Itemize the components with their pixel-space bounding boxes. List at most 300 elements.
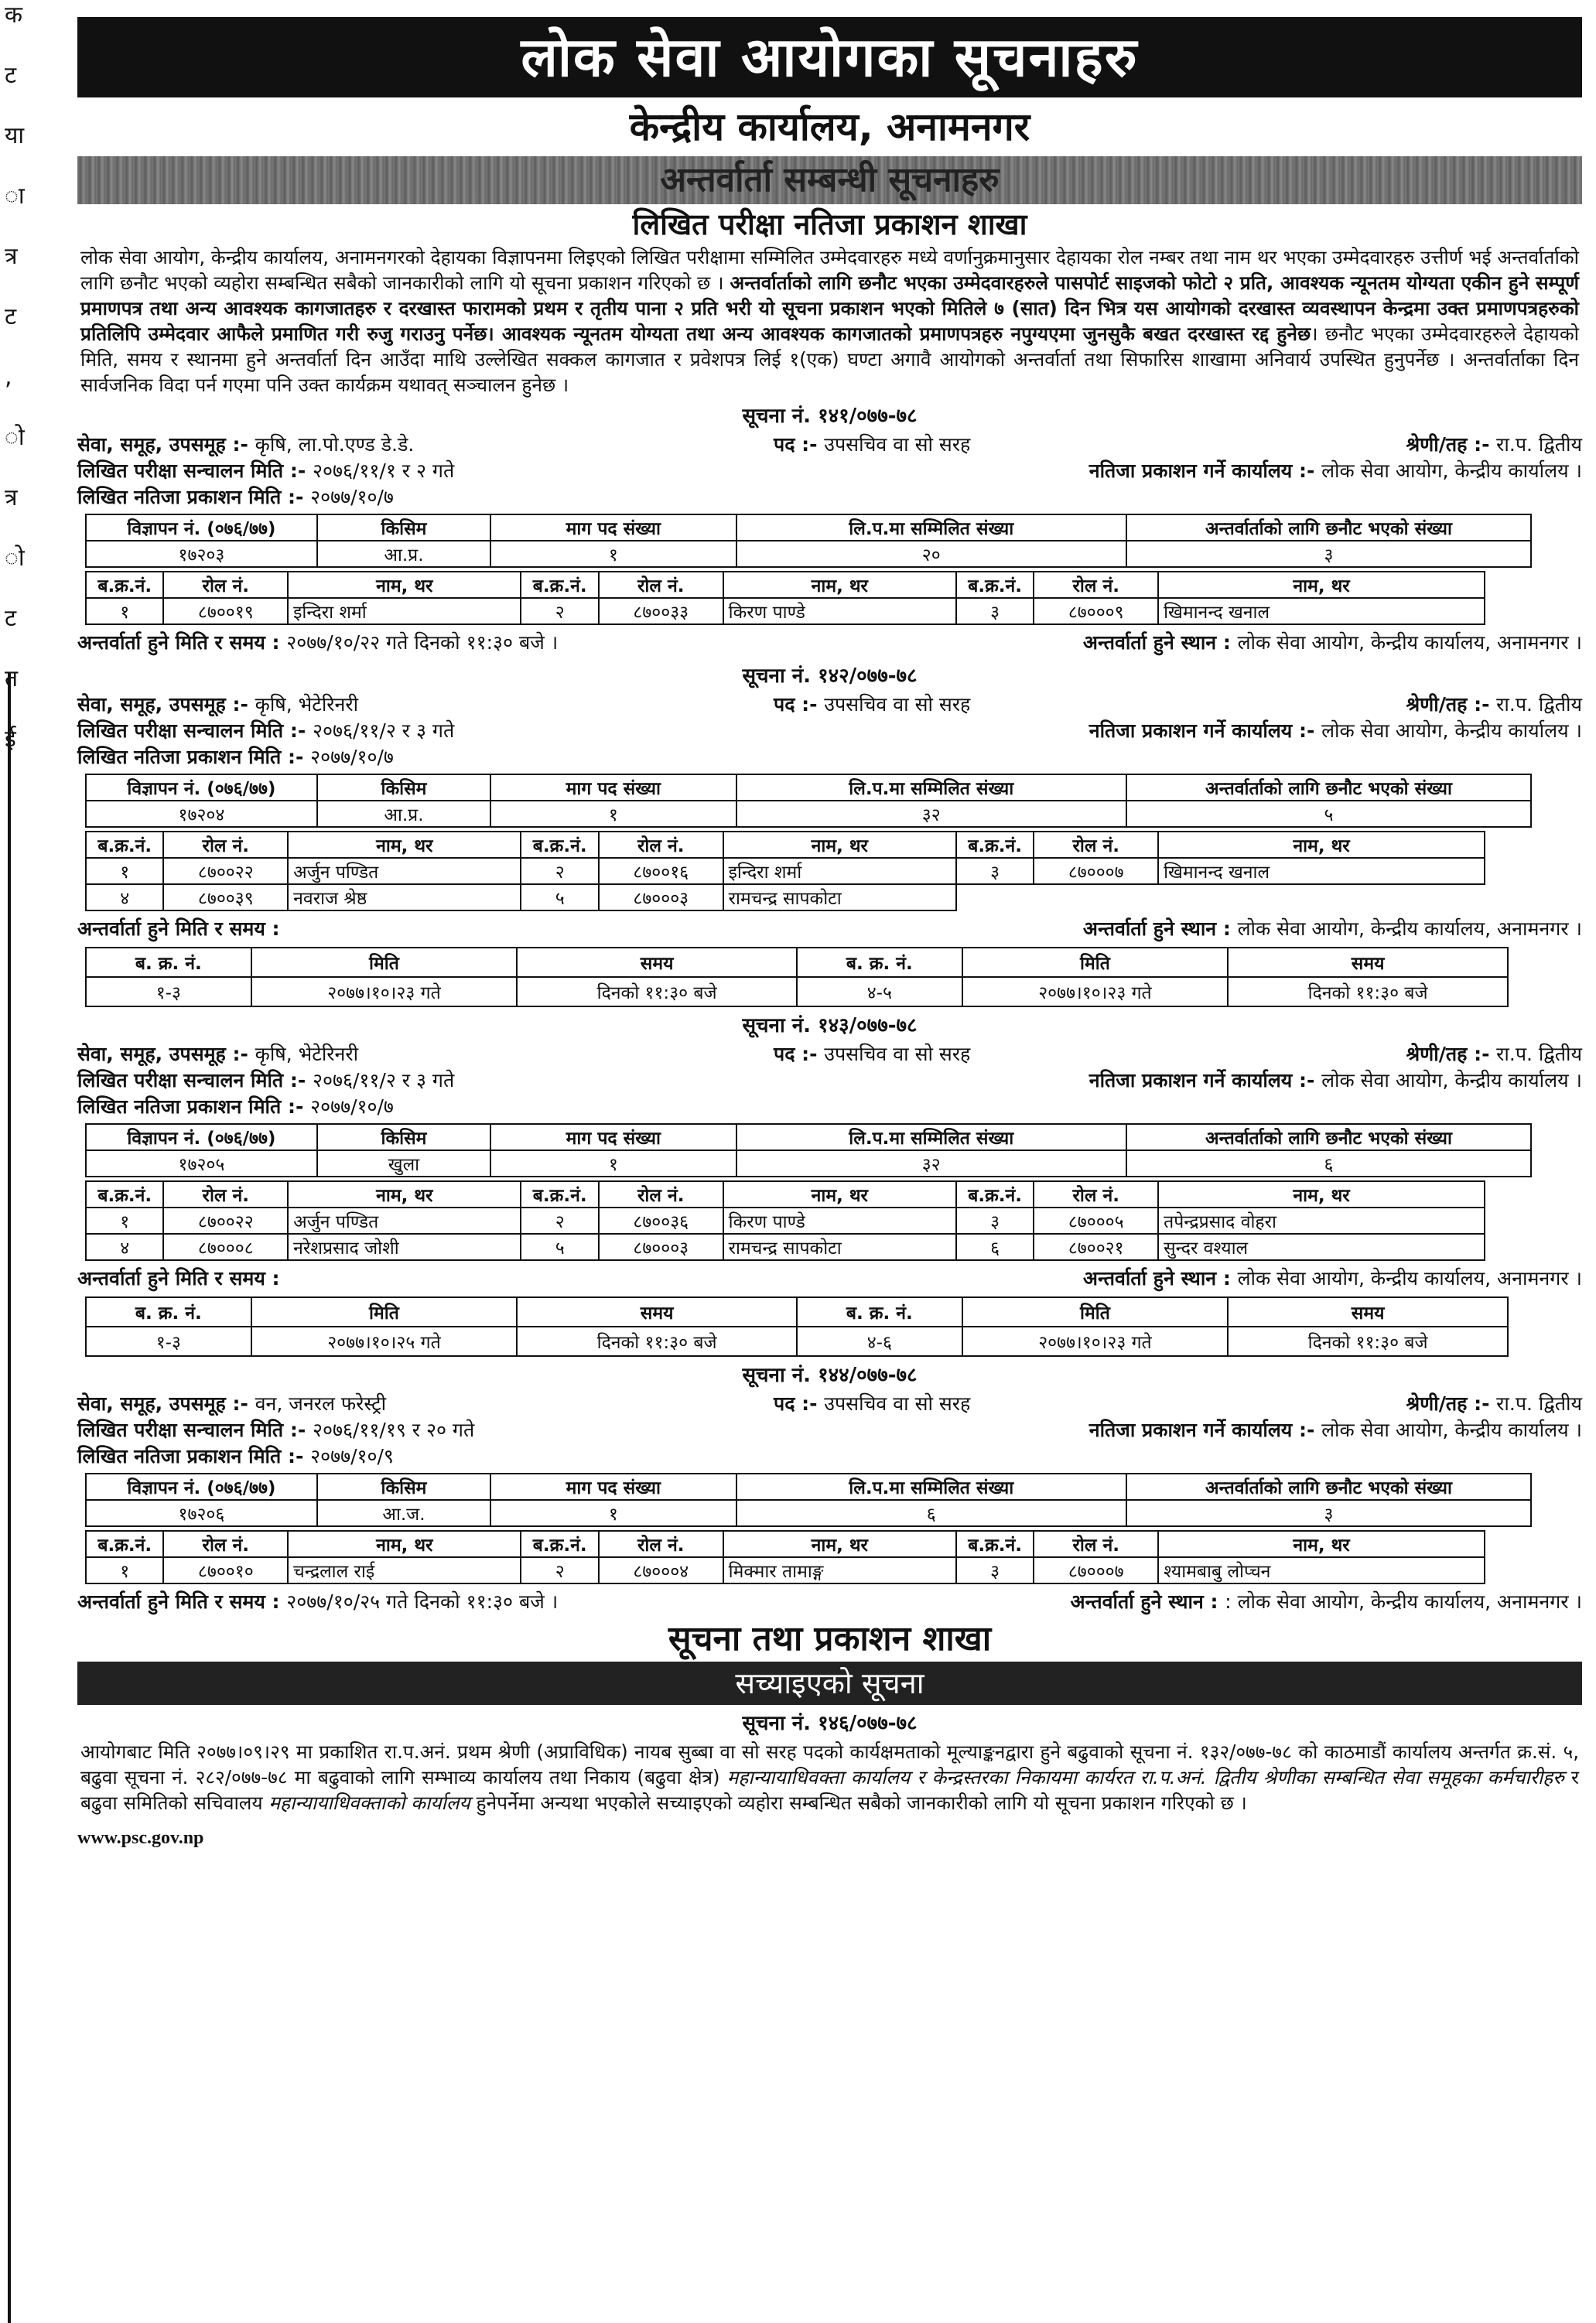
candidates-header-cell: नाम, थर bbox=[1158, 1181, 1485, 1208]
candidates-header-cell: नाम, थर bbox=[723, 1181, 956, 1208]
candidates-header-cell: नाम, थर bbox=[288, 572, 521, 598]
candidate-cell: २ bbox=[521, 858, 598, 884]
candidates-header-cell: ब.क्र.नं. bbox=[956, 1181, 1034, 1208]
candidates-header-cell: रोल नं. bbox=[163, 1531, 288, 1557]
candidate-cell: इन्दिरा शर्मा bbox=[288, 598, 521, 624]
result-date-value: २०७७/१०/९ bbox=[310, 1445, 394, 1467]
summary-table bbox=[85, 1123, 1532, 1177]
result-office-label: नतिजा प्रकाशन गर्ने कार्यालय :- bbox=[1088, 1069, 1315, 1091]
summary-cell: आ.प्र. bbox=[317, 541, 490, 567]
summary-cell: ६ bbox=[1126, 1150, 1531, 1177]
candidates-header-cell: ब.क्र.नं. bbox=[86, 1531, 163, 1557]
candidates-header-cell: नाम, थर bbox=[1158, 572, 1485, 598]
schedule-cell: दिनको ११:३० बजे bbox=[1228, 1327, 1508, 1356]
result-office bbox=[890, 458, 1582, 484]
class-level-value: रा.प. द्वितीय bbox=[1496, 1043, 1582, 1065]
interview-datetime-label: अन्तर्वार्ता हुने मिति र समय : bbox=[77, 1267, 280, 1290]
summary-header-row bbox=[86, 774, 1531, 801]
column-divider bbox=[0, 673, 11, 2323]
candidate-cell: ८७०००७ bbox=[1034, 1557, 1158, 1583]
candidate-cell: १ bbox=[86, 598, 163, 624]
correction-text-3: हुनेपर्नेमा अन्यथा भएकोले सच्याइएको व्यहोरा सम्बन्धित सबैको जानकारीको लागि यो सूचना प्रकाशन गरिएको छ । bbox=[470, 1792, 1247, 1814]
table-row bbox=[86, 884, 1485, 910]
table-row bbox=[86, 598, 1485, 624]
candidates-table bbox=[85, 1180, 1485, 1261]
summary-cell: आ.प्र. bbox=[317, 801, 490, 827]
correction-banner: सच्याइएको सूचना bbox=[77, 1662, 1582, 1705]
notice-block bbox=[77, 1360, 1582, 1617]
previous-column-fragment bbox=[0, 0, 67, 753]
candidate-cell: ८७००३३ bbox=[599, 598, 723, 624]
candidates-header-cell: नाम, थर bbox=[288, 1181, 521, 1208]
notice-exam-row bbox=[77, 1068, 1582, 1094]
candidate-cell: ८७००२२ bbox=[163, 1208, 288, 1234]
candidate-cell: ८७०००४ bbox=[599, 1557, 723, 1583]
candidate-cell: ५ bbox=[521, 1234, 598, 1260]
summary-cell: १ bbox=[490, 541, 736, 567]
schedule-header-cell: मिति bbox=[251, 948, 518, 977]
candidate-cell: खिमानन्द खनाल bbox=[1158, 598, 1485, 624]
summary-header-cell: अन्तर्वार्ताको लागि छनौट भएको संख्या bbox=[1126, 1124, 1531, 1150]
candidate-cell: १ bbox=[86, 1208, 163, 1234]
schedule-cell: १-३ bbox=[86, 977, 251, 1006]
result-date-value: २०७७/१०/७ bbox=[310, 746, 394, 768]
candidate-cell: ४ bbox=[86, 884, 163, 910]
candidates-header-cell: नाम, थर bbox=[723, 572, 956, 598]
service-group bbox=[77, 692, 774, 718]
candidates-header-row bbox=[86, 572, 1485, 598]
result-office-label: नतिजा प्रकाशन गर्ने कार्यालय :- bbox=[1088, 719, 1315, 742]
summary-cell: ५ bbox=[1126, 801, 1531, 827]
intro-text-end: । छनौट भएका उम्मेदवारहरुले देहायको मिति, समय र स्थानमा हुने अन्तर्वार्ता दिन आउँदा माथि उल्लेखित सक्कल कागजात र प्रवेशपत्र लिई १(एक) घण्टा अगावै आयोगको अन्तर्वार्ता तथा सिफारिस शाखामा अनिवार्य उपस्थित हुनुपर्नेछ । अन्तर्वार्ताका दिन सार्वजनिक विदा पर्न गएमा पनि उक्त कार्यक्रम यथावत् सञ्चालन हुनेछ । bbox=[80, 323, 1579, 396]
section-title: लिखित परीक्षा नतिजा प्रकाशन शाखा bbox=[632, 207, 1027, 241]
correction-text: आयोगबाट मिति २०७७।०९।२९ मा प्रकाशित रा.प.अनं. प्रथम श्रेणी (अप्राविधिक) नायब सुब्बा वा सो सरह पदको कार्यक्षमताको मूल्याङ्कनद्वारा हुने बढुवाको सूचना नं. १३२/०७७-७८ को काठमाडौं कार्यालय अन्तर्गत क्र.सं. ५, बढुवा सूचना नं. २८२/०७७-७८ मा बढुवाको लागि सम्भाव्य कार्यालय तथा निकाय (बढुवा क्षेत्र) bbox=[80, 1741, 1579, 1788]
result-office-label: नतिजा प्रकाशन गर्ने कार्यालय :- bbox=[1088, 459, 1315, 482]
candidates-header-row bbox=[86, 1531, 1485, 1557]
candidates-header-row bbox=[86, 1181, 1485, 1208]
post-value: उपसचिव वा सो सरह bbox=[824, 1392, 971, 1415]
exam-date bbox=[77, 458, 890, 484]
candidates-header-cell: ब.क्र.नं. bbox=[521, 1531, 598, 1557]
exam-date-label: लिखित परीक्षा सन्चालन मिति :- bbox=[77, 459, 306, 482]
fragment-char: ई bbox=[5, 726, 16, 753]
result-date-row bbox=[77, 484, 1582, 511]
summary-cell: १ bbox=[490, 1150, 736, 1177]
summary-cell: ३ bbox=[1126, 541, 1531, 567]
candidate-cell: ३ bbox=[956, 1208, 1034, 1234]
summary-cell: ३२ bbox=[736, 801, 1126, 827]
class-level-label: श्रेणी/तह :- bbox=[1406, 433, 1490, 456]
intro-bold-text: अन्तर्वार्ताको लागि छनौट भएका उम्मेदवारहरुले पासपोर्ट साइजको फोटो २ प्रति, आवश्यक न्यूनतम योग्यता एकीन हुने सम्पूर्ण प्रमाणपत्र तथा अन्य आवश्यक कागजातहरु र दरखास्त फारामको प्रथम र तृतीय पाना २ प्रति भरी यो सूचना प्रकाशन भएको मितिले ७ (सात) दिन भित्र यस आयोगको दरखास्त व्यवस्थापन केन्द्रमा उक्त प्रमाणपत्रहरुको प्रतिलिपि उम्मेदवार आफैले प्रमाणित गरी रुजु गराउनु पर्नेछ। आवश्यक न्यूनतम योग्यता तथा अन्य आवश्यक कागजातको प्रमाणपत्रहरु नपुग्यएमा जुनसुकै बखत दरखास्त रद्द हुनेछ bbox=[80, 272, 1580, 345]
summary-header-cell: किसिम bbox=[317, 1474, 490, 1500]
candidates-header-row bbox=[86, 832, 1485, 858]
interview-row bbox=[77, 1587, 1582, 1617]
candidate-cell: ८७०००३ bbox=[599, 1234, 723, 1260]
interview-datetime-value: २०७७/१०/२५ गते दिनको ११:३० बजे । bbox=[286, 1590, 559, 1613]
candidate-cell: किरण पाण्डे bbox=[723, 1208, 956, 1234]
table-row bbox=[86, 1234, 1485, 1260]
candidate-cell: २ bbox=[521, 1208, 598, 1234]
result-office bbox=[890, 1068, 1582, 1094]
service-group-value: कृषि, ला.पो.एण्ड डे.डे. bbox=[255, 433, 415, 456]
candidate-cell: ८७०००९ bbox=[1034, 598, 1158, 624]
summary-cell: खुला bbox=[317, 1150, 490, 1177]
interview-place-value: लोक सेवा आयोग, केन्द्रीय कार्यालय, अनामनगर । bbox=[1237, 631, 1582, 654]
correction-notice-number: सूचना नं. १४६/०७७-७८ bbox=[742, 1712, 918, 1735]
summary-header-cell: माग पद संख्या bbox=[490, 1124, 736, 1150]
result-date-row bbox=[77, 744, 1582, 770]
post-value: उपसचिव वा सो सरह bbox=[824, 1043, 971, 1065]
result-date bbox=[77, 1443, 1582, 1470]
interview-datetime-label: अन्तर्वार्ता हुने मिति र समय : bbox=[77, 1590, 280, 1613]
intro-paragraph bbox=[80, 244, 1579, 398]
result-date-row bbox=[77, 1443, 1582, 1470]
summary-cell: १७२०५ bbox=[86, 1150, 317, 1177]
interview-row bbox=[77, 1264, 1582, 1293]
service-group-value: कृषि, भेटेरिनरी bbox=[255, 1043, 359, 1065]
summary-header-cell: अन्तर्वार्ताको लागि छनौट भएको संख्या bbox=[1126, 774, 1531, 801]
result-date bbox=[77, 744, 1582, 770]
schedule-header-cell: ब. क्र. नं. bbox=[86, 948, 251, 977]
result-date-label: लिखित नतिजा प्रकाशन मिति :- bbox=[77, 1095, 304, 1118]
candidates-header-cell: रोल नं. bbox=[1034, 1181, 1158, 1208]
fragment-char: ा bbox=[5, 183, 25, 210]
schedule-cell: ४-५ bbox=[797, 977, 962, 1006]
candidate-cell: किरण पाण्डे bbox=[723, 598, 956, 624]
candidate-cell: ६ bbox=[956, 1234, 1034, 1260]
class-level-label: श्रेणी/तह :- bbox=[1406, 1043, 1490, 1065]
intro-text: लोक सेवा आयोग, केन्द्रीय कार्यालय, अनामनगरको देहायका विज्ञापनमा लिइएको लिखित परीक्षामा सम्मिलित उम्मेदवारहरु मध्ये वर्णानुक्रमानुसार देहायका रोल नम्बर तथा नाम थर भएका उम्मेदवारहरु उत्तीर्ण भई अन्तर्वार्ताको लागि छनौट भएको व्यहोरा सम्बन्धित सबैको जानकारीको लागि यो सूचना प्रकाशन गरिएको छ । bbox=[80, 246, 1579, 294]
summary-row bbox=[86, 1500, 1531, 1526]
candidates-header-cell: ब.क्र.नं. bbox=[86, 832, 163, 858]
schedule-row bbox=[86, 1327, 1508, 1356]
summary-header-cell: माग पद संख्या bbox=[490, 774, 736, 801]
interview-place-label: अन्तर्वार्ता हुने स्थान : bbox=[1070, 1590, 1218, 1613]
notice-exam-row bbox=[77, 458, 1582, 484]
summary-header-cell: लि.प.मा सम्मिलित संख्या bbox=[736, 1474, 1126, 1500]
candidate-cell: श्यामबाबु लोप्चन bbox=[1158, 1557, 1485, 1583]
candidates-header-cell: नाम, थर bbox=[288, 1531, 521, 1557]
publication-branch-title: सूचना तथा प्रकाशन शाखा bbox=[668, 1619, 992, 1659]
correction-text-2: र बढुवा समितिको सचिवालय bbox=[80, 1766, 1579, 1814]
candidate-cell: मिक्मार तामाङ्ग bbox=[723, 1557, 956, 1583]
notice-page bbox=[77, 17, 1582, 1849]
candidates-header-cell: ब.क्र.नं. bbox=[521, 832, 598, 858]
candidates-header-cell: ब.क्र.नं. bbox=[956, 572, 1034, 598]
schedule-header-cell: मिति bbox=[962, 1297, 1229, 1327]
table-row bbox=[86, 858, 1485, 884]
candidates-header-cell: रोल नं. bbox=[599, 572, 723, 598]
result-office-value: लोक सेवा आयोग, केन्द्रीय कार्यालय । bbox=[1321, 1069, 1582, 1091]
candidates-table bbox=[85, 831, 1485, 911]
result-date-row bbox=[77, 1094, 1582, 1120]
exam-date-value: २०७६/११/२ र ३ गते bbox=[312, 1069, 455, 1091]
result-date-label: लिखित नतिजा प्रकाशन मिति :- bbox=[77, 1445, 304, 1467]
schedule-cell: दिनको ११:३० बजे bbox=[517, 977, 797, 1006]
summary-cell: १ bbox=[490, 801, 736, 827]
post-label: पद :- bbox=[774, 1043, 818, 1065]
exam-date bbox=[77, 1417, 890, 1443]
schedule-row bbox=[86, 977, 1508, 1006]
fragment-char: त्र bbox=[5, 484, 18, 511]
candidates-header-cell: रोल नं. bbox=[599, 1181, 723, 1208]
class-level bbox=[1238, 432, 1582, 458]
interview-datetime-label: अन्तर्वार्ता हुने मिति र समय : bbox=[77, 917, 280, 940]
summary-header-cell: किसिम bbox=[317, 774, 490, 801]
candidate-cell: १ bbox=[86, 1557, 163, 1583]
fragment-char: त्र bbox=[5, 243, 18, 270]
summary-header-cell: विज्ञापन नं. (०७६/७७) bbox=[86, 1124, 317, 1150]
summary-header-row bbox=[86, 1474, 1531, 1500]
post-label: पद :- bbox=[774, 1392, 818, 1415]
notice-number: सूचना नं. १४१/०७७-७८ bbox=[742, 405, 918, 428]
interview-datetime bbox=[77, 914, 890, 944]
interview-datetime bbox=[77, 1264, 890, 1293]
notice-exam-row bbox=[77, 718, 1582, 744]
candidate-cell: ८७०००५ bbox=[1034, 1208, 1158, 1234]
candidate-cell: सुन्दर वश्याल bbox=[1158, 1234, 1485, 1260]
service-group-label: सेवा, समूह, उपसमूह :- bbox=[77, 433, 248, 456]
post-value: उपसचिव वा सो सरह bbox=[824, 433, 971, 456]
post-label: पद :- bbox=[774, 693, 818, 716]
exam-date-value: २०७६/११/२ र ३ गते bbox=[312, 719, 455, 742]
post bbox=[774, 1041, 1238, 1068]
post bbox=[774, 1391, 1238, 1417]
candidates-header-cell: रोल नं. bbox=[599, 832, 723, 858]
class-level-value: रा.प. द्वितीय bbox=[1496, 693, 1582, 716]
summary-header-cell: अन्तर्वार्ताको लागि छनौट भएको संख्या bbox=[1126, 514, 1531, 541]
summary-row bbox=[86, 541, 1531, 567]
result-office bbox=[890, 1417, 1582, 1443]
fragment-char: ो bbox=[5, 424, 25, 451]
notice-number: सूचना नं. १४२/०७७-७८ bbox=[742, 664, 918, 688]
result-office-value: लोक सेवा आयोग, केन्द्रीय कार्यालय । bbox=[1321, 459, 1582, 482]
service-group-label: सेवा, समूह, उपसमूह :- bbox=[77, 1043, 248, 1065]
interview-place-value: : लोक सेवा आयोग, केन्द्रीय कार्यालय, अनामनगर । bbox=[1225, 1590, 1582, 1613]
candidates-header-cell: ब.क्र.नं. bbox=[521, 1181, 598, 1208]
candidate-cell: १ bbox=[86, 858, 163, 884]
candidates-header-cell: रोल नं. bbox=[1034, 572, 1158, 598]
candidates-header-cell: नाम, थर bbox=[723, 1531, 956, 1557]
exam-date-label: लिखित परीक्षा सन्चालन मिति :- bbox=[77, 719, 306, 742]
candidates-header-cell: नाम, थर bbox=[1158, 832, 1485, 858]
fragment-char: त bbox=[5, 665, 19, 692]
notice-number: सूचना नं. १४४/०७७-७८ bbox=[742, 1364, 918, 1387]
exam-date-label: लिखित परीक्षा सन्चालन मिति :- bbox=[77, 1419, 306, 1441]
schedule-header-cell: मिति bbox=[962, 948, 1229, 977]
candidates-table bbox=[85, 571, 1485, 625]
interview-row bbox=[77, 628, 1582, 658]
website-link[interactable]: www.psc.gov.np bbox=[77, 1828, 204, 1848]
candidate-cell: ८७०००७ bbox=[1034, 858, 1158, 884]
candidates-header-cell: नाम, थर bbox=[1158, 1531, 1485, 1557]
summary-table bbox=[85, 1473, 1532, 1527]
post-value: उपसचिव वा सो सरह bbox=[824, 693, 971, 716]
post bbox=[774, 432, 1238, 458]
post-label: पद :- bbox=[774, 433, 818, 456]
schedule-header-row bbox=[86, 1297, 1508, 1327]
fragment-char: ट bbox=[5, 605, 17, 632]
interview-place bbox=[890, 628, 1582, 658]
candidates-header-cell: रोल नं. bbox=[1034, 1531, 1158, 1557]
result-office-value: लोक सेवा आयोग, केन्द्रीय कार्यालय । bbox=[1321, 719, 1582, 742]
result-date-label: लिखित नतिजा प्रकाशन मिति :- bbox=[77, 746, 304, 768]
interview-datetime-value: २०७७/१०/२२ गते दिनको ११:३० बजे । bbox=[286, 631, 559, 654]
summary-cell: १ bbox=[490, 1500, 736, 1526]
candidate-cell: रामचन्द्र सापकोटा bbox=[723, 1234, 956, 1260]
service-group-label: सेवा, समूह, उपसमूह :- bbox=[77, 1392, 248, 1415]
fragment-char: ो bbox=[5, 545, 25, 572]
interview-place-label: अन्तर्वार्ता हुने स्थान : bbox=[1082, 1267, 1231, 1290]
correction-italic-2: महान्यायाधिवक्ताको कार्यालय bbox=[268, 1792, 470, 1814]
summary-cell: १७२०३ bbox=[86, 541, 317, 567]
interview-schedule-table bbox=[85, 947, 1509, 1007]
candidates-header-cell: रोल नं. bbox=[163, 572, 288, 598]
schedule-header-cell: ब. क्र. नं. bbox=[797, 1297, 962, 1327]
service-group-value: कृषि, भेटेरिनरी bbox=[255, 693, 359, 716]
schedule-cell: ४-६ bbox=[797, 1327, 962, 1356]
candidates-header-cell: ब.क्र.नं. bbox=[521, 572, 598, 598]
schedule-header-cell: ब. क्र. नं. bbox=[86, 1297, 251, 1327]
summary-table bbox=[85, 774, 1532, 828]
class-level-label: श्रेणी/तह :- bbox=[1406, 1392, 1490, 1415]
candidate-cell: नवराज श्रेष्ठ bbox=[288, 884, 521, 910]
schedule-header-cell: ब. क्र. नं. bbox=[797, 948, 962, 977]
table-row bbox=[86, 1557, 1485, 1583]
summary-cell: ६ bbox=[736, 1500, 1126, 1526]
fragment-char: या bbox=[5, 122, 25, 149]
exam-date bbox=[77, 1068, 890, 1094]
candidate-cell: अर्जुन पण्डित bbox=[288, 1208, 521, 1234]
schedule-cell: दिनको ११:३० बजे bbox=[1228, 977, 1508, 1006]
result-office-label: नतिजा प्रकाशन गर्ने कार्यालय :- bbox=[1088, 1419, 1315, 1441]
notice-service-row bbox=[77, 1041, 1582, 1068]
summary-cell: १७२०४ bbox=[86, 801, 317, 827]
candidate-cell: नरेशप्रसाद जोशी bbox=[288, 1234, 521, 1260]
class-level-value: रा.प. द्वितीय bbox=[1496, 433, 1582, 456]
notice-block bbox=[77, 1010, 1582, 1357]
summary-cell: १७२०६ bbox=[86, 1500, 317, 1526]
result-date-value: २०७७/१०/७ bbox=[310, 486, 394, 508]
class-level bbox=[1238, 1041, 1582, 1068]
interview-place-value: लोक सेवा आयोग, केन्द्रीय कार्यालय, अनामनगर । bbox=[1237, 1267, 1582, 1290]
exam-date-label: लिखित परीक्षा सन्चालन मिति :- bbox=[77, 1069, 306, 1091]
result-date bbox=[77, 1094, 1582, 1120]
summary-header-row bbox=[86, 1124, 1531, 1150]
service-group bbox=[77, 1391, 774, 1417]
service-group-value: वन, जनरल फरेस्ट्री bbox=[255, 1392, 387, 1415]
schedule-cell: २०७७।१०।२३ गते bbox=[962, 1327, 1229, 1356]
service-group-label: सेवा, समूह, उपसमूह :- bbox=[77, 693, 248, 716]
summary-row bbox=[86, 1150, 1531, 1177]
interview-row bbox=[77, 914, 1582, 944]
fragment-char: ट bbox=[5, 62, 17, 89]
schedule-cell: १-३ bbox=[86, 1327, 251, 1356]
exam-date bbox=[77, 718, 890, 744]
exam-date-value: २०७६/११/१९ र २० गते bbox=[312, 1419, 475, 1441]
summary-cell: आ.ज. bbox=[317, 1500, 490, 1526]
candidate-cell: ४ bbox=[86, 1234, 163, 1260]
candidates-header-cell: रोल नं. bbox=[163, 832, 288, 858]
schedule-cell: २०७७।१०।२३ गते bbox=[251, 977, 518, 1006]
candidate-cell: ५ bbox=[521, 884, 598, 910]
candidate-cell: ८७००१९ bbox=[163, 598, 288, 624]
schedule-header-cell: मिति bbox=[251, 1297, 518, 1327]
candidate-cell: ८७००३६ bbox=[599, 1208, 723, 1234]
summary-cell: ३ bbox=[1126, 1500, 1531, 1526]
schedule-header-cell: समय bbox=[1228, 1297, 1508, 1327]
summary-header-cell: माग पद संख्या bbox=[490, 1474, 736, 1500]
candidate-cell: २ bbox=[521, 1557, 598, 1583]
notice-block bbox=[77, 401, 1582, 658]
interview-place-value: लोक सेवा आयोग, केन्द्रीय कार्यालय, अनामनगर । bbox=[1237, 917, 1582, 940]
interview-place-label: अन्तर्वार्ता हुने स्थान : bbox=[1082, 631, 1231, 654]
fragment-char: , bbox=[5, 364, 12, 391]
candidates-header-cell: नाम, थर bbox=[288, 832, 521, 858]
correction-italic: महान्यायाधिवक्ता कार्यालय र केन्द्रस्तरका निकायमा कार्यरत रा.प.अनं. द्वितीय श्रेणीका सम्बन्धित सेवा समूहका कर्मचारीहरु bbox=[726, 1766, 1564, 1788]
office-title: केन्द्रीय कार्यालय, अनामनगर bbox=[629, 104, 1030, 149]
fragment-char: ट bbox=[5, 303, 17, 330]
schedule-cell: दिनको ११:३० बजे bbox=[517, 1327, 797, 1356]
schedule-cell: २०७७।१०।२५ गते bbox=[251, 1327, 518, 1356]
class-level-value: रा.प. द्वितीय bbox=[1496, 1392, 1582, 1415]
result-date-label: लिखित नतिजा प्रकाशन मिति :- bbox=[77, 486, 304, 508]
class-level bbox=[1238, 692, 1582, 718]
candidate-cell: इन्दिरा शर्मा bbox=[723, 858, 956, 884]
result-office-value: लोक सेवा आयोग, केन्द्रीय कार्यालय । bbox=[1321, 1419, 1582, 1441]
interview-place bbox=[890, 1264, 1582, 1293]
candidate-cell: खिमानन्द खनाल bbox=[1158, 858, 1485, 884]
candidate-cell: ८७००१६ bbox=[599, 858, 723, 884]
candidate-cell: ८७०००८ bbox=[163, 1234, 288, 1260]
summary-header-cell: किसिम bbox=[317, 514, 490, 541]
candidate-cell: चन्द्रलाल राई bbox=[288, 1557, 521, 1583]
summary-header-cell: लि.प.मा सम्मिलित संख्या bbox=[736, 514, 1126, 541]
class-level bbox=[1238, 1391, 1582, 1417]
notice-service-row bbox=[77, 1391, 1582, 1417]
interview-datetime bbox=[77, 628, 890, 658]
notice-block bbox=[77, 661, 1582, 1007]
interview-notices-banner: अन्तर्वार्ता सम्बन्धी सूचनाहरु bbox=[77, 156, 1582, 204]
candidates-header-cell: रोल नं. bbox=[599, 1531, 723, 1557]
correction-paragraph bbox=[80, 1739, 1579, 1816]
summary-header-cell: माग पद संख्या bbox=[490, 514, 736, 541]
candidates-header-cell: रोल नं. bbox=[1034, 832, 1158, 858]
candidate-cell: ३ bbox=[956, 1557, 1034, 1583]
interview-datetime bbox=[77, 1587, 890, 1617]
candidate-cell: ८७००३९ bbox=[163, 884, 288, 910]
candidates-header-cell: नाम, थर bbox=[723, 832, 956, 858]
notice-service-row bbox=[77, 692, 1582, 718]
candidate-cell: २ bbox=[521, 598, 598, 624]
summary-header-cell: अन्तर्वार्ताको लागि छनौट भएको संख्या bbox=[1126, 1474, 1531, 1500]
candidate-cell: ८७००१० bbox=[163, 1557, 288, 1583]
exam-date-value: २०७६/११/१ र २ गते bbox=[312, 459, 455, 482]
interview-place bbox=[890, 1587, 1582, 1617]
summary-header-cell: विज्ञापन नं. (०७६/७७) bbox=[86, 774, 317, 801]
candidates-header-cell: ब.क्र.नं. bbox=[86, 1181, 163, 1208]
candidate-cell: अर्जुन पण्डित bbox=[288, 858, 521, 884]
summary-header-row bbox=[86, 514, 1531, 541]
candidates-header-cell: ब.क्र.नं. bbox=[956, 832, 1034, 858]
post bbox=[774, 692, 1238, 718]
interview-place-label: अन्तर्वार्ता हुने स्थान : bbox=[1082, 917, 1231, 940]
summary-cell: ३२ bbox=[736, 1150, 1126, 1177]
summary-header-cell: विज्ञापन नं. (०७६/७७) bbox=[86, 1474, 317, 1500]
candidates-header-cell: ब.क्र.नं. bbox=[956, 1531, 1034, 1557]
schedule-header-cell: समय bbox=[517, 1297, 797, 1327]
notice-exam-row bbox=[77, 1417, 1582, 1443]
